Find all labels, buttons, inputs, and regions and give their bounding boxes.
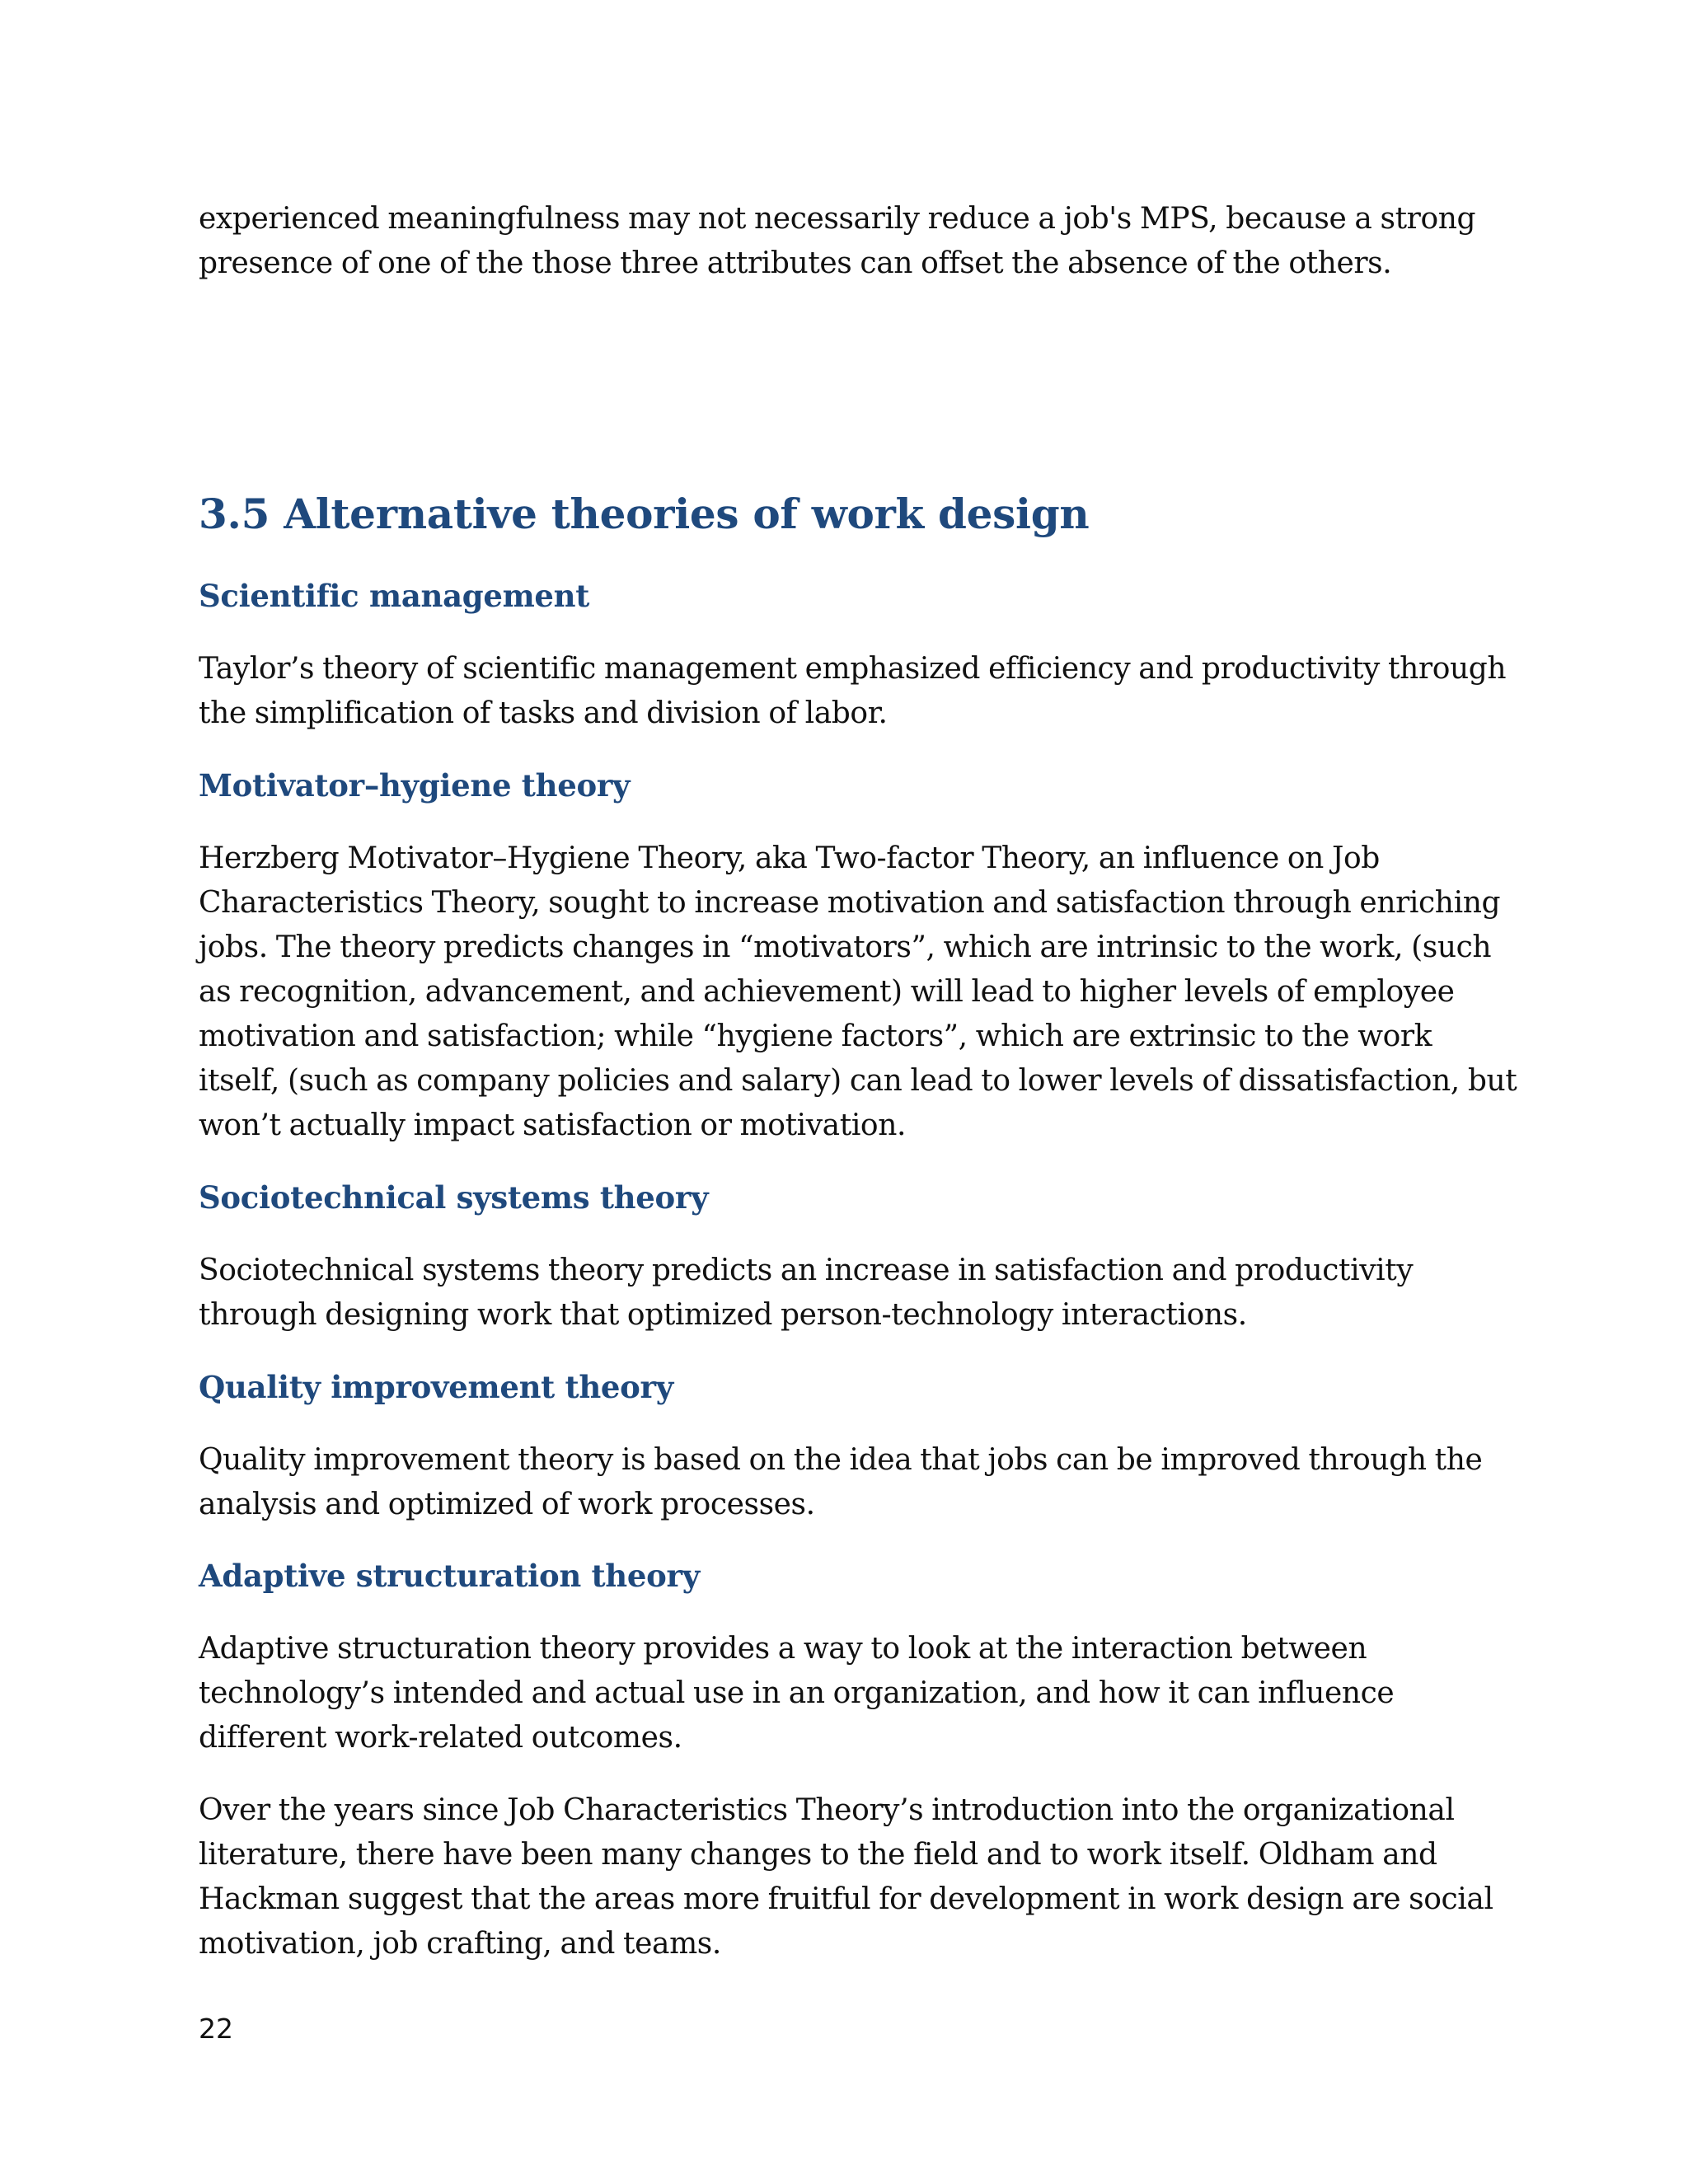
subsection-paragraph-scientific-management: Taylor’s theory of scientific management emphasized efficiency and productivity through the simplification of tasks and division of labor. — [199, 652, 1507, 730]
page-number: 22 — [199, 2013, 233, 2045]
closing-paragraph: Over the years since Job Characteristics Theory’s introduction into the organizational literature, there have been many changes to the field and to work itself. Oldham and Hackman suggest that the areas more fruitful for development in work design are social motivation, job crafting, and teams. — [199, 1793, 1493, 1961]
subsection-heading-sociotechnical: Sociotechnical systems theory — [199, 1179, 709, 1216]
subsection-heading-motivator-hygiene: Motivator–hygiene theory — [199, 767, 631, 804]
subsection-paragraph-quality-improvement: Quality improvement theory is based on the idea that jobs can be improved through the analysis and optimized of work processes. — [199, 1443, 1483, 1521]
intro-paragraph: experienced meaningfulness may not necessarily reduce a job's MPS, because a strong presence of one of the those three attributes can offset the absence of the others. — [199, 202, 1476, 280]
section-title: 3.5 Alternative theories of work design — [199, 490, 1090, 538]
subsection-paragraph-motivator-hygiene: Herzberg Motivator–Hygiene Theory, aka Two-factor Theory, an influence on Job Characteristics Theory, sought to increase motivation and satisfaction through enriching jobs. The theory predicts changes in “motivators”, which are intrinsic to the work, (such as recognition, advancement, and achievement) will lead to higher levels of employee motivation and satisfaction; while “hygiene factors”, which are extrinsic to the work itself, (such as company policies and salary) can lead to lower levels of dissatisfaction, but won’t actually impact satisfaction or motivation. — [199, 841, 1517, 1142]
subsection-heading-quality-improvement: Quality improvement theory — [199, 1369, 673, 1405]
subsection-heading-adaptive-structuration: Adaptive structuration theory — [199, 1558, 700, 1594]
subsection-paragraph-adaptive-structuration: Adaptive structuration theory provides a way to look at the interaction between technology’s intended and actual use in an organization, and how it can influence different work-related outcomes. — [199, 1632, 1395, 1755]
subsection-heading-scientific-management: Scientific management — [199, 578, 590, 614]
subsection-paragraph-sociotechnical: Sociotechnical systems theory predicts an increase in satisfaction and productivity through designing work that optimized person-technology interactions. — [199, 1254, 1414, 1332]
